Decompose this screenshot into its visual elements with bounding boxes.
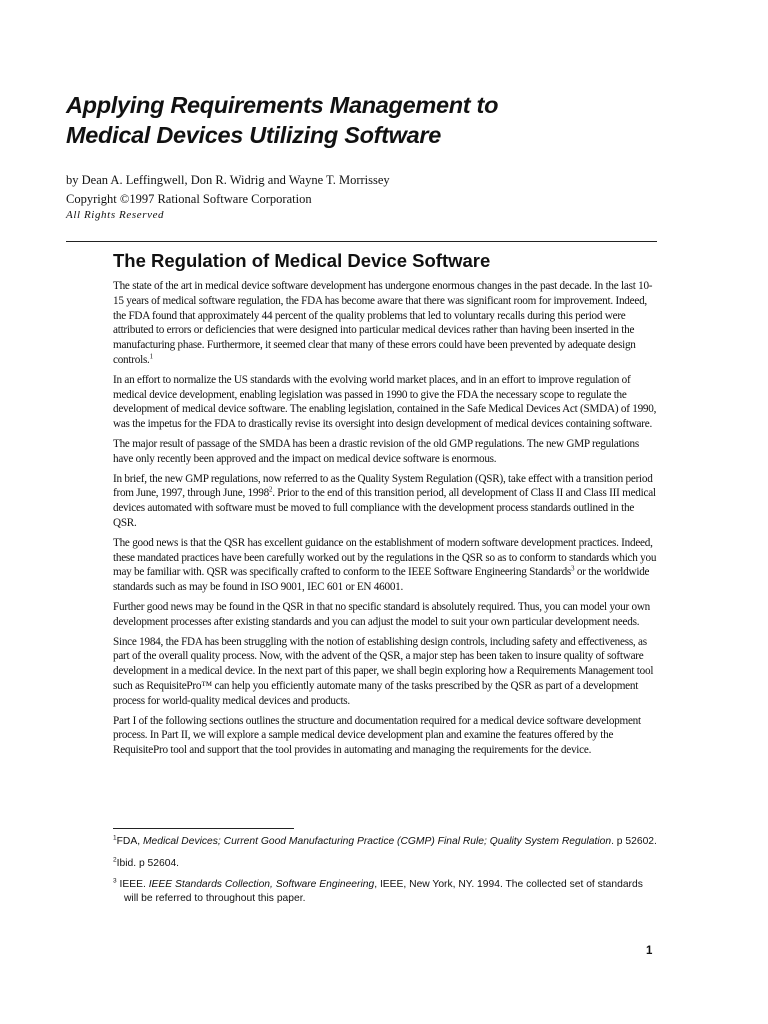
footnote-ref-1: 1 xyxy=(149,352,153,361)
paragraph-6: Further good news may be found in the QSR in that no specific standard is absolutely required. Thus, you can model your own development processes after existing standards and you can adjust the model to suit your own particular development needs. xyxy=(113,600,651,628)
paragraph-7: Since 1984, the FDA has been struggling with the notion of establishing design controls, including safety and effectiveness, as part of the overall quality process. Now, with the advent of the QSR, a major step has been taken to insure quality of software development in a medical device. In the next part of this paper, we shall begin exploring how a Requirements Management tool such as RequisitePro™ can help you efficiently automate many of the tasks prescribed by the QSR as part of a development process for world-quality medical devices and products. xyxy=(113,635,654,707)
paragraph-5-text-a: The good news is that the QSR has excellent guidance on the establishment of modern software development practices. Indeed, these mandated practices have been carefully worked out by the regulations in the QSR so as to conform to standards which you may be familiar with. QSR was specifically crafted to conform to the IEEE Software Engineering Standards xyxy=(113,536,657,579)
footnote-1 xyxy=(113,835,658,849)
footnote-1-text-a: FDA, xyxy=(116,836,143,847)
footnote-3 xyxy=(113,878,658,905)
footnote-2-mark: 2 xyxy=(113,856,117,864)
footnotes xyxy=(113,835,658,913)
section-heading: The Regulation of Medical Device Software xyxy=(113,250,491,271)
footnote-divider xyxy=(113,828,294,829)
paragraph-4-text-b: . Prior to the end of this transition period, all development of Class II and Class III medical devices automated with software must be moved to full compliance with the development process standards outlined in the QSR. xyxy=(113,487,656,529)
footnote-ref-3: 3 xyxy=(571,564,575,573)
footnote-1-text-b: . p 52602. xyxy=(611,836,657,847)
paragraph-4 xyxy=(113,472,658,531)
footnote-2-text: Ibid. p 52604. xyxy=(116,857,180,869)
paragraph-1 xyxy=(113,279,658,368)
footnote-ref-2: 2 xyxy=(268,485,273,494)
footnote-3-title: IEEE Standards Collection, Software Engineering xyxy=(148,879,375,890)
page-number: 1 xyxy=(646,945,653,957)
paragraph-4-text-a: In brief, the new GMP regulations, now referred to as the Quality System Regulation (QSR), take effect with a transition period from June, 1997, through June, 1998 xyxy=(113,472,653,500)
footnote-2 xyxy=(113,857,658,871)
header-divider xyxy=(66,241,657,242)
body-text xyxy=(113,279,658,763)
authors-line: by Dean A. Leffingwell, Don R. Widrig and Wayne T. Morrissey xyxy=(66,173,390,187)
paragraph-2: In an effort to normalize the US standards with the evolving world market places, and in an effort to improve regulation of medical device development, enabling legislation was passed in 1990 to give the FDA the necessary scope to regulate the development of medical device software. The enabling legislation, contained in the Safe Medical Devices Act (SMDA) of 1990, was the impetus for the FDA to drastically revise its oversight into design development of medical devices containing software. xyxy=(113,373,657,431)
title-line-1: Applying Requirements Management to xyxy=(66,92,499,118)
paragraph-1-text: The state of the art in medical device software development has undergone enormous changes in the past decade. In the last 10-15 years of medical software regulation, the FDA has become aware that there was significant room for improvement. Indeed, the FDA found that approximately 44 percent of the quality problems that led to voluntary recalls during this period were attributed to errors or deficiencies that were designed into particular medical devices rather than having been inserted in the manufacturing phase. Furthermore, it seemed clear that many of these errors could have been prevented by adequate design controls. xyxy=(113,280,653,366)
title-line-2: Medical Devices Utilizing Software xyxy=(66,122,442,148)
footnote-1-title: Medical Devices; Current Good Manufacturing Practice (CGMP) Final Rule; Quality System Regulation xyxy=(142,836,612,847)
document-title xyxy=(66,90,686,150)
paragraph-5-text-b: or the worldwide standards such as may be found in ISO 9001, IEC 601 or EN 46001. xyxy=(113,566,650,594)
copyright-line: Copyright ©1997 Rational Software Corporation xyxy=(66,192,312,206)
footnote-1-mark: 1 xyxy=(113,834,117,842)
footnote-3-text-a: IEEE. xyxy=(116,879,149,890)
footnote-3-text-b: , IEEE, New York, NY. 1994. The collected set of standards will be referred to throughout this paper. xyxy=(124,879,643,904)
footnote-3-mark: 3 xyxy=(113,877,117,885)
rights-reserved: All Rights Reserved xyxy=(66,209,165,221)
paragraph-8: Part I of the following sections outlines the structure and documentation required for a medical device software development process. In Part II, we will explore a sample medical device development plan and examine the features offered by the RequisitePro tool and support that the tool provides in automating and managing the requirements for the device. xyxy=(113,714,641,757)
paragraph-3: The major result of passage of the SMDA has been a drastic revision of the old GMP regulations. The new GMP regulations have only recently been approved and the impact on medical device software is enormous. xyxy=(113,437,639,465)
paragraph-5 xyxy=(113,536,658,595)
